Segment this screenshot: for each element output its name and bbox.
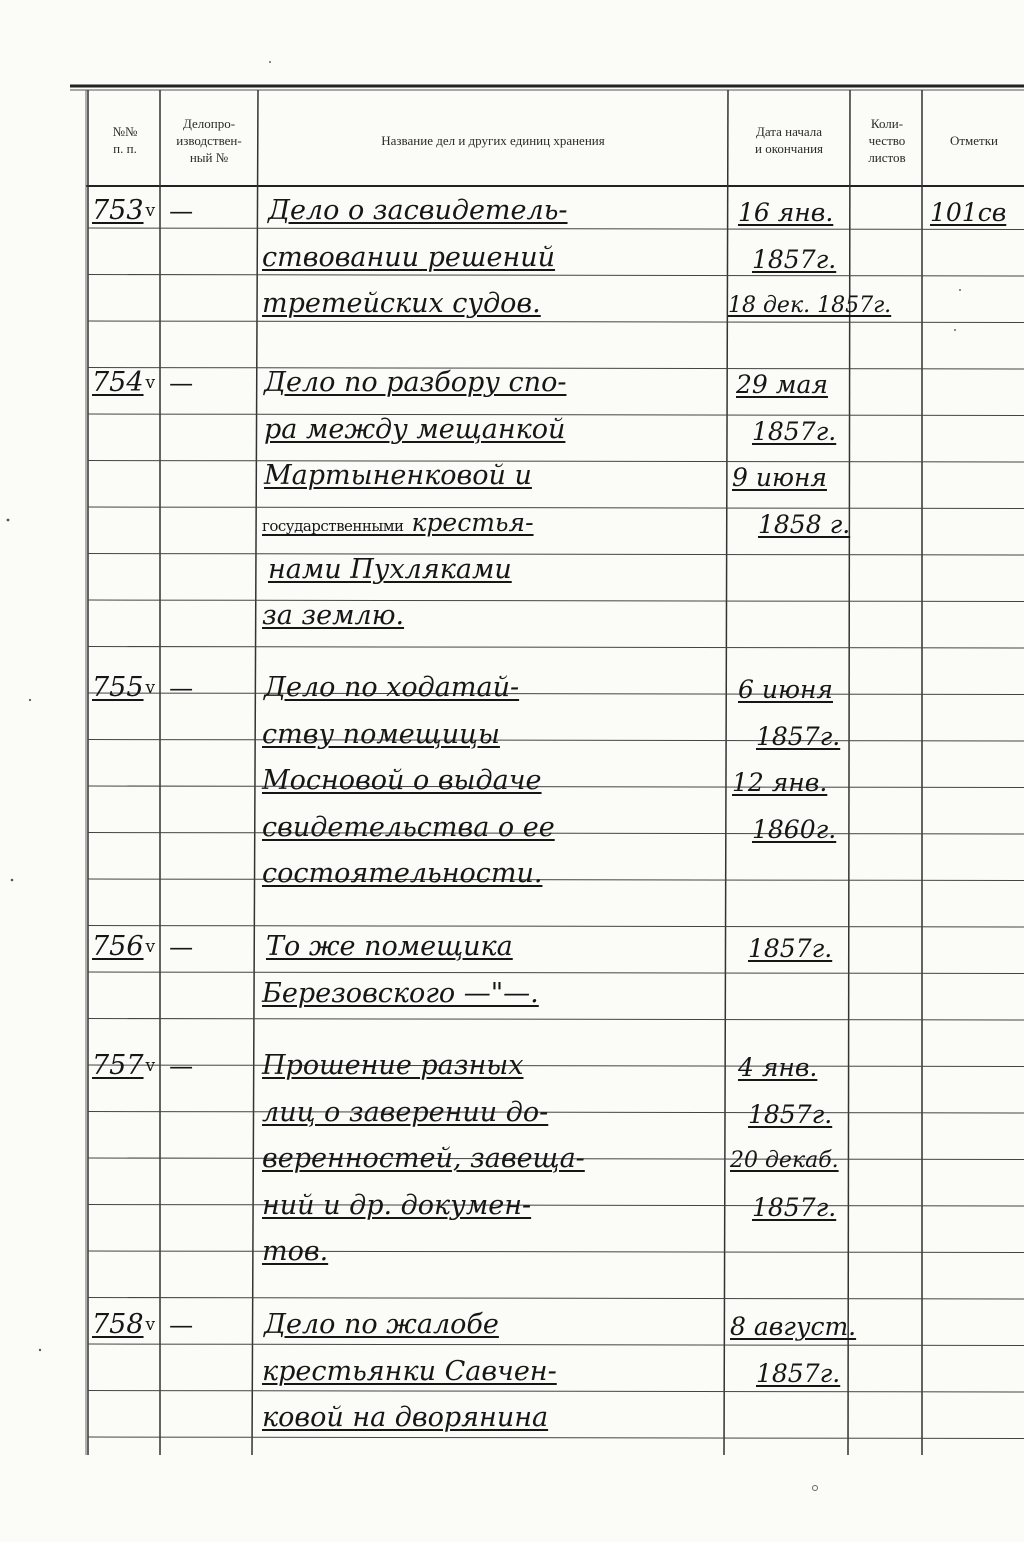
- entry-title-line: Прошение разных: [262, 1050, 524, 1081]
- typed-insert: государственными: [262, 517, 404, 535]
- entry-title-line: тов.: [262, 1236, 329, 1267]
- check-mark: v: [145, 1315, 156, 1335]
- ruled-line: [88, 1112, 1024, 1114]
- ruled-line: [88, 228, 1024, 230]
- title-line-remainder: крестья-: [411, 508, 534, 537]
- ruled-line: [88, 507, 1024, 509]
- entry-title-line: ствовании решений: [262, 242, 556, 273]
- entry-title-line: третейских судов.: [262, 288, 541, 319]
- entry-title-line: Дело по жалобе: [264, 1309, 499, 1340]
- entry-date: 16 янв.: [738, 198, 834, 227]
- entry-date: 12 янв.: [732, 768, 828, 797]
- header-number-line: п. п.: [113, 141, 137, 156]
- header-number: [90, 100, 160, 180]
- entry-date: 6 июня: [738, 675, 833, 704]
- office-number: —: [169, 369, 194, 397]
- entry-number: 756 v —: [92, 931, 194, 962]
- entry-number: 753 v —: [92, 195, 194, 226]
- entry-number: 757 v —: [92, 1050, 194, 1081]
- entry-number: 754 v —: [92, 367, 194, 398]
- office-number: —: [169, 197, 194, 225]
- entry-title-line: [262, 508, 534, 541]
- entry-title-line: Дело по ходатай-: [264, 672, 520, 703]
- entry-date: 1857г.: [756, 1359, 841, 1388]
- header-dates: [730, 100, 848, 180]
- ruled-line: [88, 972, 1024, 974]
- entry-notes: 101св: [930, 198, 1007, 227]
- entry-date: 9 июня: [732, 463, 827, 492]
- ruled-line: [88, 1251, 1024, 1253]
- entry-title-line: крестьянки Савчен-: [262, 1356, 557, 1387]
- entry-date: 20 декаб.: [730, 1148, 839, 1173]
- check-mark: v: [145, 201, 156, 221]
- ruled-line: [88, 1298, 1024, 1300]
- entry-date: 8 август.: [730, 1312, 857, 1341]
- ruled-line: [88, 926, 1024, 928]
- entry-date: 18 дек. 1857г.: [728, 293, 892, 318]
- check-mark: v: [145, 373, 156, 393]
- header-sheets: [852, 98, 922, 182]
- ruled-line: [88, 275, 1024, 277]
- entry-title-line: ковой на дворянина: [262, 1402, 549, 1433]
- entry-title-line: веренностей, завеща-: [262, 1143, 585, 1174]
- ruled-line: [88, 1065, 1024, 1067]
- check-mark: v: [145, 678, 156, 698]
- office-number: —: [169, 1311, 194, 1339]
- ruled-line: [88, 554, 1024, 556]
- entry-date: 4 янв.: [738, 1053, 818, 1082]
- entry-title-line: Дело по разбору спо-: [264, 367, 567, 398]
- entry-date: 1857г.: [752, 417, 837, 446]
- header-title: Название дел и других единиц хранения: [381, 132, 605, 148]
- header-office-number: [162, 98, 256, 182]
- entry-title-line: состоятельности.: [262, 858, 543, 889]
- ruled-line: [88, 1344, 1024, 1346]
- ruled-line: [88, 321, 1024, 323]
- ruled-line: [88, 1205, 1024, 1207]
- header-sheets-line: Коли-: [870, 115, 904, 131]
- ruled-line: [88, 786, 1024, 788]
- header-dates-line: Дата начала: [755, 124, 823, 139]
- office-number: —: [169, 674, 194, 702]
- entry-title-line: То же помещика: [266, 931, 513, 962]
- ruled-line: [88, 693, 1024, 695]
- entry-title-line: ству помещицы: [262, 719, 500, 750]
- ruled-line: [88, 833, 1024, 835]
- entry-title-line: Дело о засвидетель-: [268, 195, 568, 226]
- header-notes: Отметки: [949, 132, 999, 148]
- entry-title-line: Мартыненковой и: [264, 460, 532, 491]
- header-office-line: ный №: [189, 149, 229, 165]
- header-sheets-line: листов: [868, 149, 906, 165]
- ruled-line: [88, 461, 1024, 463]
- entry-title-line: Березовского —"—.: [262, 978, 539, 1009]
- entry-date: 1857г.: [748, 934, 833, 963]
- entry-date: 1857г.: [752, 245, 837, 274]
- header-dates-line: и окончания: [754, 141, 824, 156]
- check-mark: v: [145, 1056, 156, 1076]
- header-office-line: Делопро-: [182, 115, 236, 131]
- ruled-line: [88, 1019, 1024, 1021]
- entry-title-line: ра между мещанкой: [264, 414, 566, 445]
- entry-date: 1857г.: [756, 722, 841, 751]
- ruled-line: [88, 1437, 1024, 1439]
- office-number: —: [169, 933, 194, 961]
- entry-title-line: нами Пухляками: [268, 554, 512, 585]
- entry-number: 758 v —: [92, 1309, 194, 1340]
- office-number: —: [169, 1052, 194, 1080]
- ruled-line: [88, 1391, 1024, 1393]
- header-sheets-line: чество: [868, 132, 906, 148]
- header-office-line: изводствен-: [176, 132, 242, 148]
- entry-date: 1858 г.: [758, 510, 851, 539]
- ruled-line: [88, 647, 1024, 649]
- ruled-line: [88, 879, 1024, 881]
- entry-title-line: лиц о заверении до-: [262, 1097, 549, 1128]
- entry-date: 29 мая: [736, 370, 828, 399]
- entry-title-line: свидетельства о ее: [262, 812, 555, 843]
- check-mark: v: [145, 937, 156, 957]
- entry-date: 1857г.: [752, 1193, 837, 1222]
- entry-title-line: за землю.: [262, 600, 405, 631]
- entry-date: 1857г.: [748, 1100, 833, 1129]
- ruled-line: [88, 600, 1024, 602]
- entry-date: 1860г.: [752, 815, 837, 844]
- header-number-line: №№: [112, 124, 138, 139]
- entry-number: 755 v —: [92, 672, 194, 703]
- entry-title-line: ний и др. докумен-: [262, 1190, 532, 1221]
- ruled-line: [88, 740, 1024, 742]
- entry-title-line: Мосновой о выдаче: [262, 765, 542, 796]
